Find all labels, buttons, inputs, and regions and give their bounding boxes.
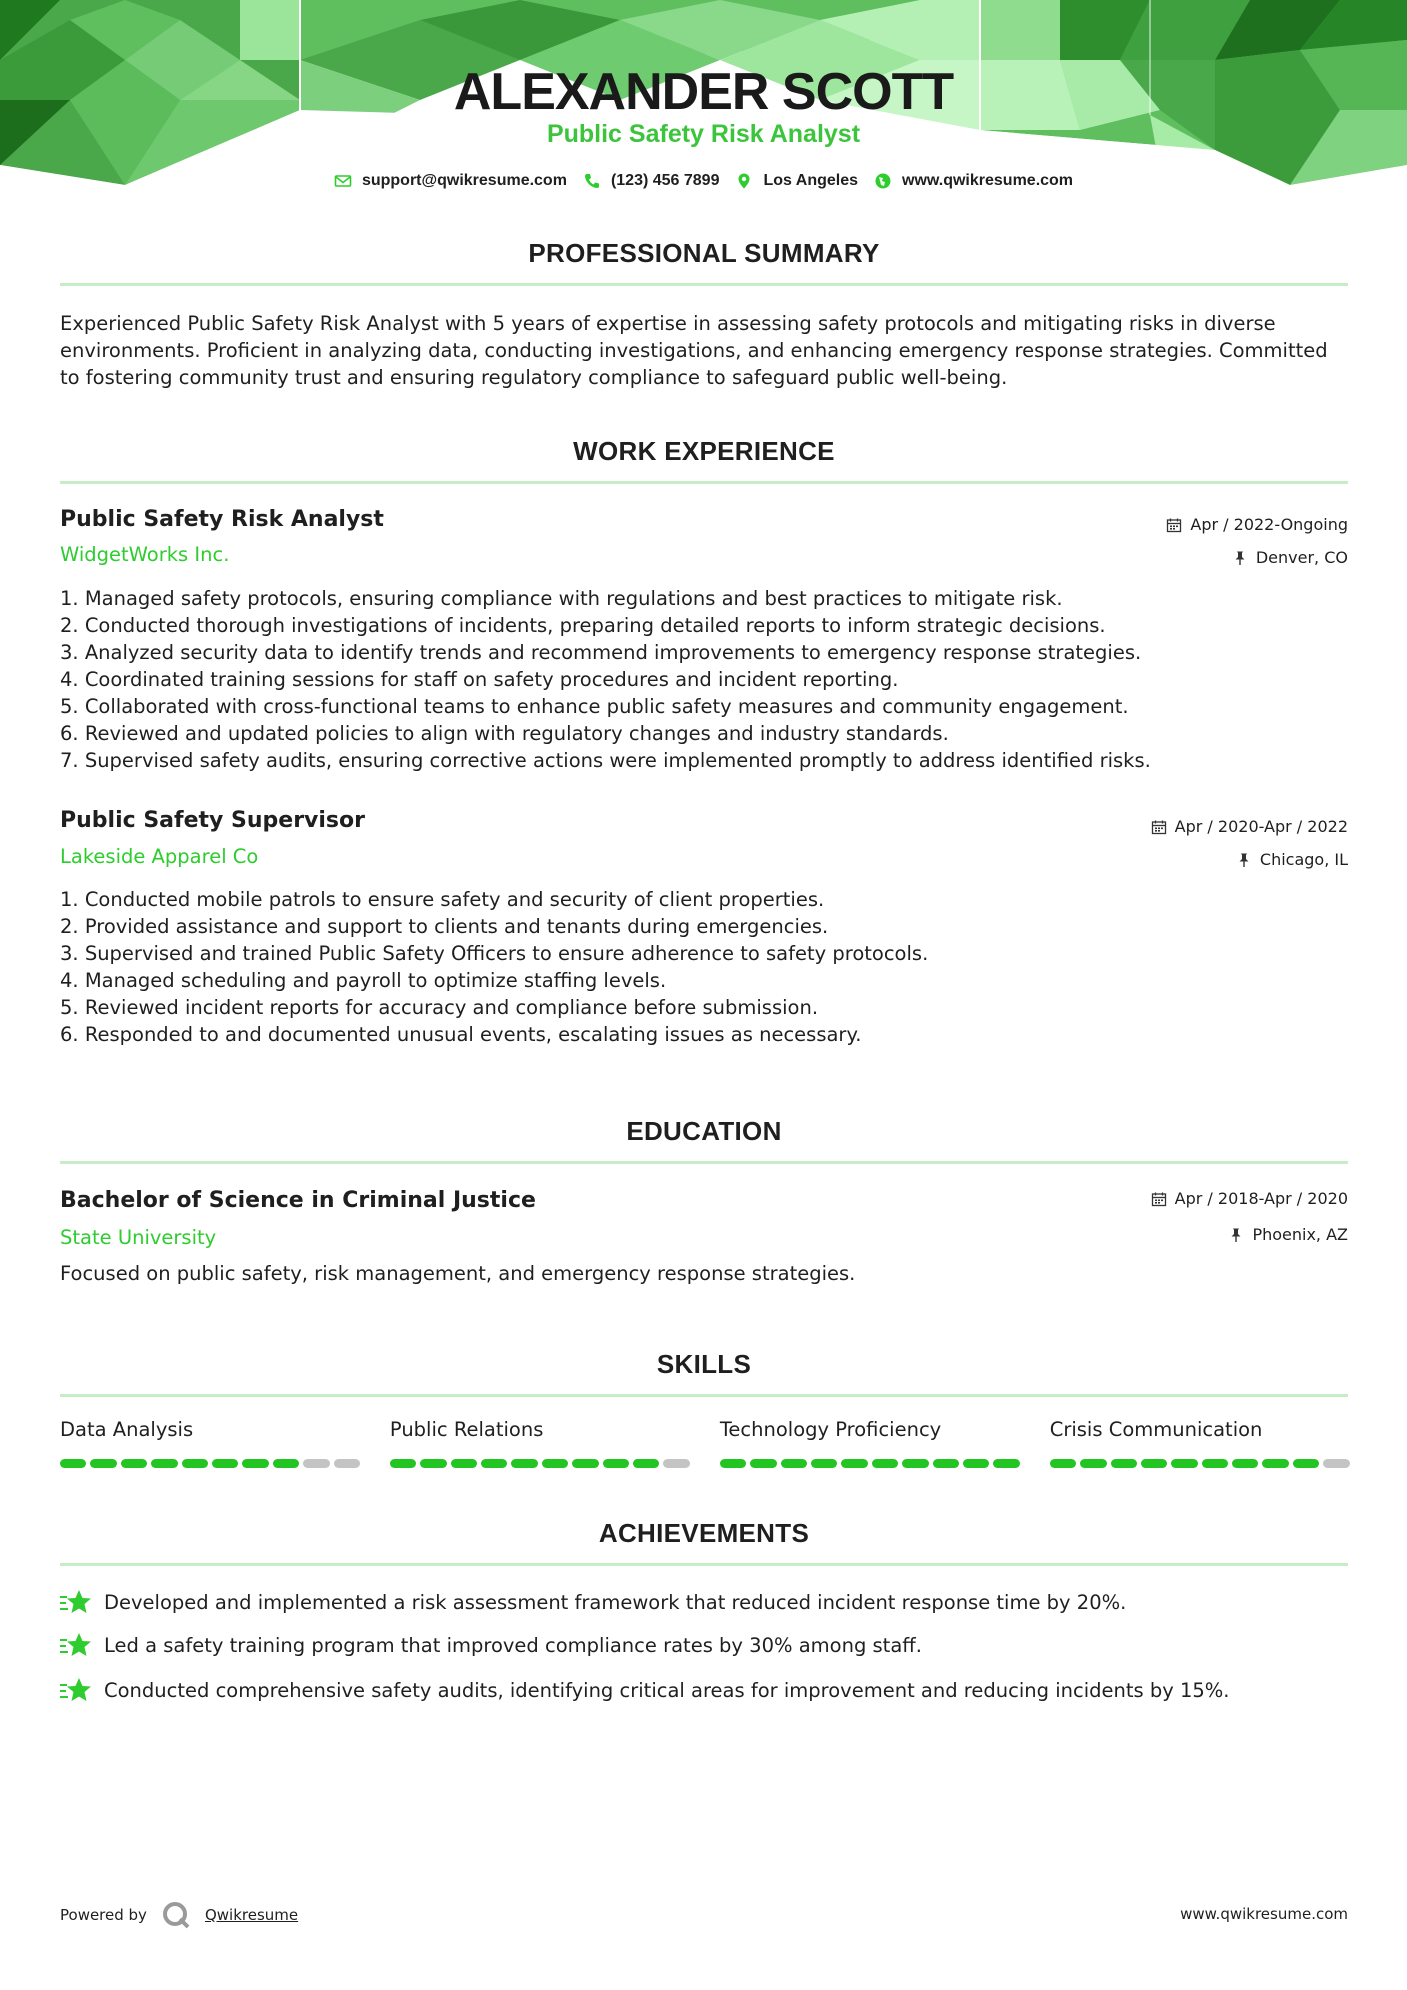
pushpin-icon: [1228, 1227, 1244, 1243]
contact-bar: [0, 172, 1407, 190]
job-dates-text: Apr / 2022-Ongoing: [1190, 515, 1348, 534]
skill-segment-filled: [933, 1459, 959, 1468]
skill-item: [390, 1418, 690, 1468]
contact-location-text: Los Angeles: [763, 172, 859, 189]
summary-text: Experienced Public Safety Risk Analyst with 5 years of expertise in assessing safety protocols and mitigating risks in diverse environments. Proficient in analyzing data, conducting investigations, and enhancing emergency response strategies. Committed to fostering community trust and ensuring regulatory compliance to safeguard public well-being.: [60, 312, 1328, 389]
skill-segment-filled: [963, 1459, 989, 1468]
skill-segment-filled: [121, 1459, 147, 1468]
education-dates: [1151, 1189, 1348, 1208]
section-title-summary: PROFESSIONAL SUMMARY: [528, 238, 880, 268]
contact-phone-text: (123) 456 7899: [610, 172, 720, 189]
contact-phone[interactable]: [583, 172, 720, 190]
skill-segment-filled: [60, 1459, 86, 1468]
skill-level-bar: [60, 1459, 360, 1468]
achievement-item: [60, 1588, 1360, 1616]
skill-segment-filled: [1141, 1459, 1167, 1468]
skill-segment-filled: [1171, 1459, 1197, 1468]
skill-segment-filled: [1232, 1459, 1258, 1468]
education-school: State University: [60, 1226, 217, 1249]
skill-segment-filled: [481, 1459, 507, 1468]
skill-segment-filled: [720, 1459, 746, 1468]
skill-segment-filled: [1080, 1459, 1106, 1468]
calendar-icon: [1151, 1191, 1167, 1207]
skill-segment-filled: [993, 1459, 1019, 1468]
skill-segment-filled: [451, 1459, 477, 1468]
list-item: 5. Reviewed incident reports for accuracy and compliance before submission.: [60, 996, 819, 1019]
candidate-title: Public Safety Risk Analyst: [546, 120, 861, 148]
skill-segment-filled: [511, 1459, 537, 1468]
phone-icon: [583, 172, 601, 190]
skill-segment-filled: [420, 1459, 446, 1468]
skill-segment-filled: [542, 1459, 568, 1468]
section-divider: [60, 283, 1348, 286]
education-degree: Bachelor of Science in Criminal Justice: [60, 1188, 536, 1213]
list-item: 6. Reviewed and updated policies to align with regulatory changes and industry standards.: [60, 722, 949, 745]
skill-level-bar: [1050, 1459, 1350, 1468]
calendar-icon: [1166, 517, 1182, 533]
list-item: 3. Analyzed security data to identify trends and recommend improvements to emergency response strategies.: [60, 641, 1142, 664]
footer-powered-by: [60, 1900, 298, 1930]
envelope-icon: [334, 172, 352, 190]
education-dates-text: Apr / 2018-Apr / 2020: [1174, 1189, 1348, 1208]
section-title-education: EDUCATION: [626, 1116, 782, 1146]
job-location: [1232, 548, 1348, 567]
contact-email-text: support@qwikresume.com: [361, 172, 567, 189]
skill-item: [720, 1418, 1020, 1468]
education-description: Focused on public safety, risk management, and emergency response strategies.: [60, 1262, 856, 1285]
job-dates: [1166, 515, 1348, 534]
job-company: WidgetWorks Inc.: [60, 543, 230, 566]
star-icon: [60, 1588, 92, 1616]
skills-list: [60, 1418, 1348, 1468]
star-icon: [60, 1631, 92, 1659]
skill-segment-filled: [1262, 1459, 1288, 1468]
skill-segment-filled: [390, 1459, 416, 1468]
achievement-text: Developed and implemented a risk assessment framework that reduced incident response time by 20%.: [104, 1590, 1127, 1614]
skill-segment-empty: [334, 1459, 360, 1468]
skill-segment-filled: [90, 1459, 116, 1468]
skill-segment-filled: [811, 1459, 837, 1468]
skill-segment-filled: [872, 1459, 898, 1468]
job-company: Lakeside Apparel Co: [60, 845, 259, 868]
section-title-skills: SKILLS: [656, 1349, 752, 1379]
job-title: Public Safety Risk Analyst: [60, 507, 384, 532]
list-item: 1. Managed safety protocols, ensuring compliance with regulations and best practices to mitigate risk.: [60, 587, 1063, 610]
skill-item: [60, 1418, 360, 1468]
map-pin-icon: [735, 172, 753, 190]
skill-name: Crisis Communication: [1049, 1418, 1263, 1441]
job-location-text: Chicago, IL: [1259, 850, 1348, 869]
achievement-text: Led a safety training program that improved compliance rates by 30% among staff.: [104, 1633, 922, 1657]
section-divider: [60, 1394, 1348, 1397]
skill-segment-filled: [633, 1459, 659, 1468]
skill-segment-filled: [750, 1459, 776, 1468]
skill-segment-filled: [1050, 1459, 1076, 1468]
calendar-icon: [1151, 819, 1167, 835]
job-dates: [1151, 817, 1348, 836]
skill-segment-filled: [1111, 1459, 1137, 1468]
qwikresume-logo-icon: [161, 1900, 191, 1930]
list-item: 5. Collaborated with cross-functional teams to enhance public safety measures and community engagement.: [60, 695, 1129, 718]
skill-segment-filled: [212, 1459, 238, 1468]
job-location: [1236, 850, 1348, 869]
footer-website[interactable]: www.qwikresume.com: [1180, 1905, 1348, 1923]
skill-segment-filled: [273, 1459, 299, 1468]
contact-email[interactable]: [334, 172, 567, 190]
job-location-text: Denver, CO: [1255, 548, 1348, 567]
list-item: 4. Coordinated training sessions for staff on safety procedures and incident reporting.: [60, 668, 899, 691]
skill-segment-empty: [663, 1459, 689, 1468]
skill-segment-filled: [572, 1459, 598, 1468]
contact-website-text: www.qwikresume.com: [902, 172, 1074, 189]
section-title-experience: WORK EXPERIENCE: [573, 436, 835, 466]
job-title: Public Safety Supervisor: [60, 808, 365, 833]
education-location: [1228, 1225, 1348, 1244]
section-divider: [60, 1161, 1348, 1164]
list-item: 1. Conducted mobile patrols to ensure safety and security of client properties.: [60, 888, 825, 911]
skill-name: Technology Proficiency: [719, 1418, 942, 1441]
star-icon: [60, 1676, 92, 1704]
list-item: 6. Responded to and documented unusual events, escalating issues as necessary.: [60, 1023, 862, 1046]
skill-segment-filled: [781, 1459, 807, 1468]
skill-segment-filled: [242, 1459, 268, 1468]
pushpin-icon: [1232, 550, 1248, 566]
skill-name: Data Analysis: [60, 1418, 194, 1441]
qwikresume-link[interactable]: Qwikresume: [204, 1906, 299, 1924]
section-divider: [60, 481, 1348, 484]
achievement-item: [60, 1676, 1360, 1704]
list-item: 7. Supervised safety audits, ensuring corrective actions were implemented promptly to address identified risks.: [60, 749, 1151, 772]
list-item: 4. Managed scheduling and payroll to optimize staffing levels.: [60, 969, 667, 992]
education-location-text: Phoenix, AZ: [1252, 1225, 1348, 1244]
skill-name: Public Relations: [389, 1418, 544, 1441]
list-item: 3. Supervised and trained Public Safety Officers to ensure adherence to safety protocols.: [60, 942, 929, 965]
skill-segment-filled: [1293, 1459, 1319, 1468]
skill-segment-filled: [1202, 1459, 1228, 1468]
skill-segment-filled: [603, 1459, 629, 1468]
skill-level-bar: [720, 1459, 1020, 1468]
skill-segment-filled: [182, 1459, 208, 1468]
list-item: 2. Provided assistance and support to clients and tenants during emergencies.: [60, 915, 829, 938]
achievement-text: Conducted comprehensive safety audits, identifying critical areas for improvement and reducing incidents by 15%.: [104, 1678, 1230, 1702]
job-dates-text: Apr / 2020-Apr / 2022: [1174, 817, 1348, 836]
skill-item: [1050, 1418, 1350, 1468]
skill-segment-filled: [841, 1459, 867, 1468]
skill-segment-empty: [303, 1459, 329, 1468]
achievement-item: [60, 1631, 1360, 1659]
job-bullets: [60, 886, 1360, 1048]
skill-segment-filled: [151, 1459, 177, 1468]
section-divider: [60, 1563, 1348, 1566]
skill-segment-filled: [902, 1459, 928, 1468]
powered-by-label: Powered by: [60, 1906, 147, 1924]
candidate-name: ALEXANDER SCOTT: [453, 63, 954, 121]
job-bullets: [60, 585, 1360, 774]
list-item: 2. Conducted thorough investigations of incidents, preparing detailed reports to inform strategic decisions.: [60, 614, 1106, 637]
contact-location: [735, 172, 858, 190]
skill-segment-empty: [1323, 1459, 1349, 1468]
skill-level-bar: [390, 1459, 690, 1468]
pushpin-icon: [1236, 852, 1252, 868]
globe-icon: [874, 172, 892, 190]
contact-website[interactable]: [874, 172, 1073, 190]
section-title-achievements: ACHIEVEMENTS: [598, 1518, 810, 1548]
